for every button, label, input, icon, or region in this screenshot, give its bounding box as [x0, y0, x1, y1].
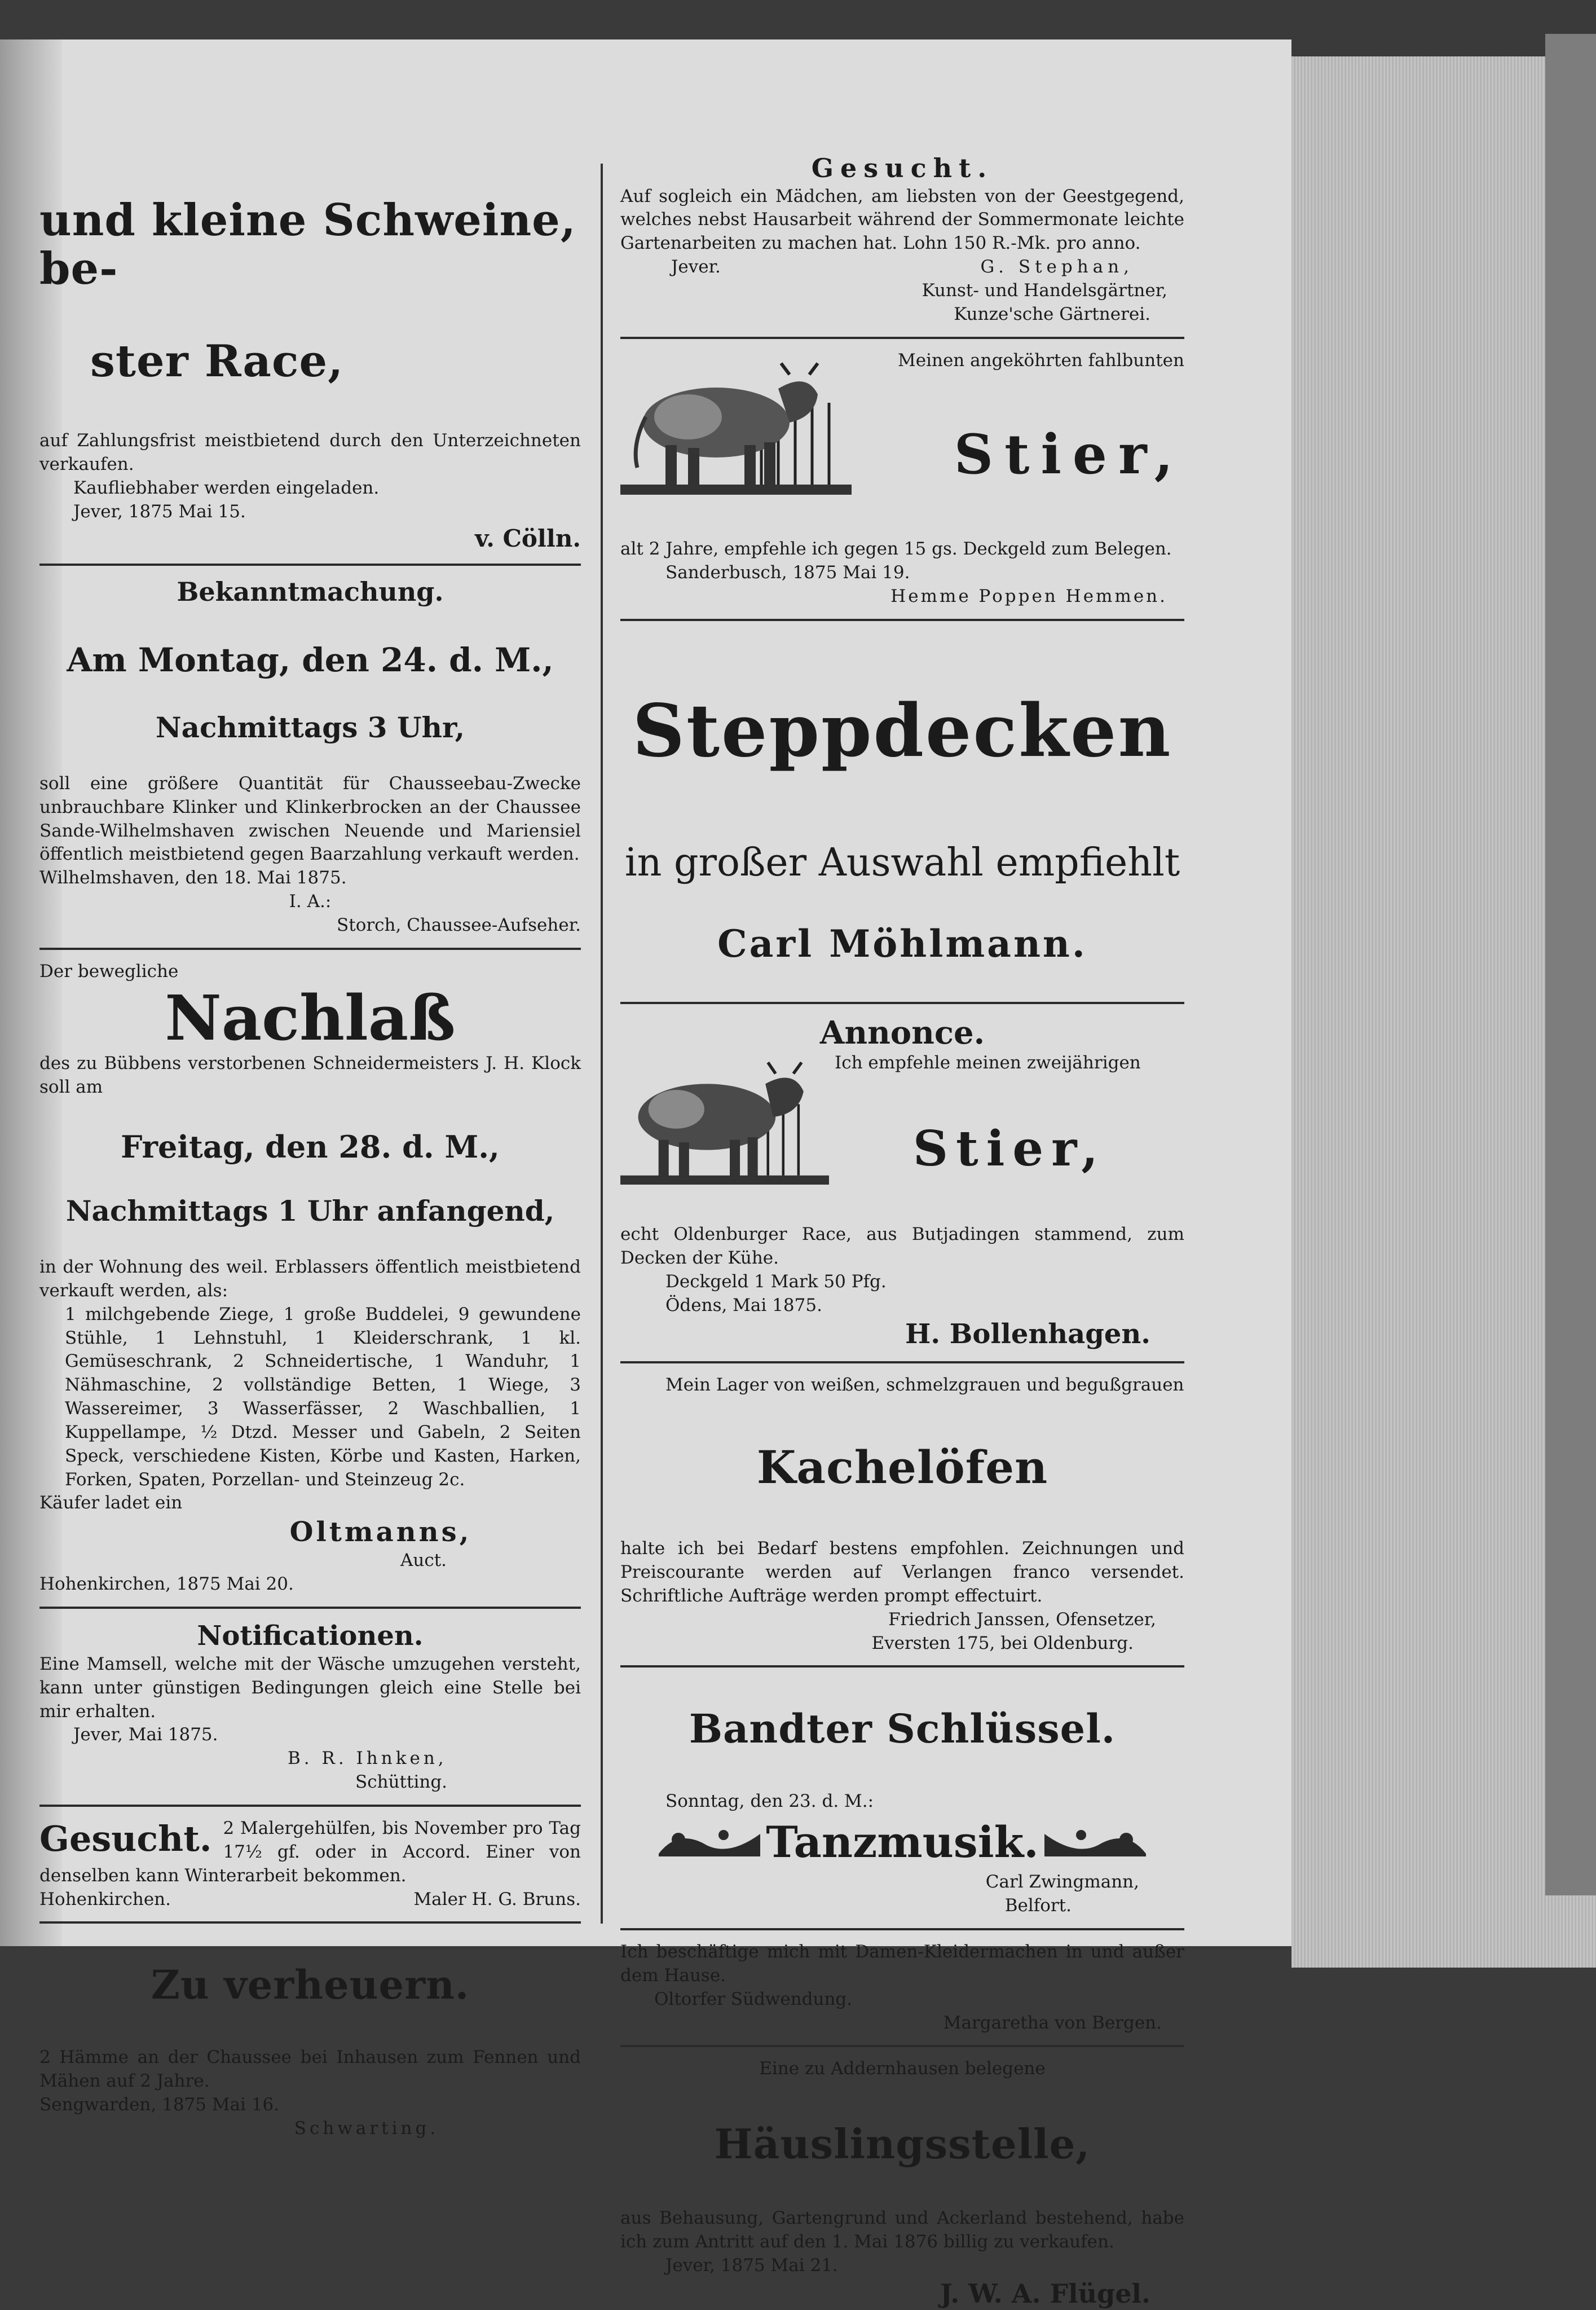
divider [620, 337, 1184, 339]
ad-body: 2 Hämme an der Chaussee bei Inhausen zum Fennen und Mähen auf 2 Jahre. [39, 2047, 581, 2092]
ad-body: soll eine größere Quantität für Chausseebau-Zwecke unbrauchbare Klinker und Klinkerbrocken an der Chaussee Sande-Wilhelmshaven zwischen Neuende und Mariensiel öffentlich meistbietend gegen Baarzahlung verkauft werden. [39, 773, 581, 865]
ad-bandter-schluessel [620, 1707, 1184, 1918]
ad-signature: Schwarting. [294, 2118, 439, 2139]
ad-date: Wilhelmshaven, den 18. Mai 1875. [39, 868, 347, 888]
ad-signature: G. Stephan, [980, 257, 1134, 278]
ad-body: des zu Bübbens verstorbenen Schneidermeisters J. H. Klock soll am [39, 1053, 581, 1097]
ad-date: Sanderbusch, 1875 Mai 19. [665, 562, 910, 583]
ad-date: Jever, 1875 Mai 15. [73, 501, 246, 522]
ad-bekanntmachung [39, 576, 581, 938]
ad-annonce [620, 1014, 1184, 1352]
ad-nachlass [39, 960, 581, 1596]
ad-date: Hohenkirchen, 1875 Mai 20. [39, 1574, 294, 1595]
ad-signature: Maler H. G. Bruns. [413, 1889, 581, 1909]
ad-signature: J. W. A. Flügel. [940, 2278, 1150, 2309]
event-title: Tanzmusik. [766, 1817, 1039, 1868]
ad-signature: Belfort. [1004, 1895, 1072, 1916]
divider [39, 1805, 581, 1807]
ad-haeuslingsstelle [620, 2057, 1184, 2310]
divider [620, 1361, 1184, 1363]
ad-gesucht-maedchen [620, 152, 1184, 327]
ad-body: halte ich bei Bedarf bestens empfohlen. Zeichnungen und Preiscourante werden auf Verlangen franco versendet. Schriftliche Aufträge werden prompt effectuirt. [620, 1538, 1184, 1606]
ad-title: Stier, [954, 423, 1184, 487]
ad-signature: Margaretha von Bergen. [943, 2012, 1162, 2033]
ad-text: Ich empfehle meinen zweijährigen [835, 1052, 1141, 1073]
right-column [620, 152, 1184, 2310]
ad-notificationen [39, 1619, 581, 1794]
divider [39, 1607, 581, 1609]
divider [620, 619, 1184, 621]
ad-date: Sonntag, den 23. d. M.: [665, 1791, 874, 1812]
ad-stier-1 [620, 349, 1184, 609]
book-cover-edge [1545, 34, 1596, 1895]
ad-signature: v. Cölln. [475, 524, 581, 552]
ad-body: Ich beschäftige mich mit Damen-Kleidermachen in und außer dem Hause. [620, 1942, 1184, 1986]
ad-text: I. A.: [289, 891, 332, 912]
ad-signature: B. R. Ihnken, [288, 1748, 447, 1769]
ad-verheuern [39, 1963, 581, 2140]
ad-gesucht-maler [39, 1817, 581, 1911]
ad-place: Hohenkirchen. [39, 1889, 171, 1909]
ad-body: aus Behausung, Gartengrund und Ackerland bestehend, habe ich zum Antritt auf den 1. Mai 1876 billig zu verkaufen. [620, 2208, 1184, 2252]
ad-subheading: Freitag, den 28. d. M., [121, 1129, 500, 1165]
ad-signature: Oltmanns, [289, 1516, 472, 1548]
ad-text: Deckgeld 1 Mark 50 Pfg. [665, 1271, 887, 1292]
ox-illustration [620, 1051, 829, 1193]
divider [39, 1921, 581, 1924]
ad-signature: Storch, Chaussee-Aufseher. [337, 915, 581, 936]
ad-signature: Hemme Poppen Hemmen. [890, 586, 1167, 606]
ad-damenkleider [620, 1941, 1184, 2035]
ad-title: ster Race, [90, 335, 344, 387]
ad-subheading: Nachmittags 1 Uhr anfangend, [65, 1194, 555, 1228]
ad-signature: Kunze'sche Gärtnerei. [954, 303, 1150, 324]
ad-date: Jever, 1875 Mai 21. [665, 2255, 838, 2276]
ad-heading: Bekanntmachung. [177, 577, 444, 608]
ad-body: Eine Mamsell, welche mit der Wäsche umzugehen versteht, kann unter günstigen Bedingungen gleich eine Stelle bei mir erhalten. [39, 1653, 581, 1722]
ad-signature: Kunst- und Handelsgärtner, [922, 280, 1167, 301]
column-divider [601, 164, 603, 1924]
ad-steppdecken [620, 688, 1184, 966]
ad-subheading: Nachmittags 3 Uhr, [155, 711, 465, 745]
ad-place: Jever. [671, 257, 721, 278]
ad-text: Käufer ladet ein [39, 1493, 183, 1513]
ad-title: Stier, [912, 1120, 1106, 1177]
ornament-left-icon [656, 1823, 763, 1862]
ad-signature: Auct. [400, 1550, 447, 1571]
ad-title: Steppdecken [632, 688, 1172, 773]
ad-text: Kaufliebhaber werden eingeladen. [73, 478, 380, 499]
ad-title: Bandter Schlüssel. [689, 1705, 1116, 1753]
ad-body: echt Oldenburger Race, aus Butjadingen stammend, zum Decken der Kühe. [620, 1224, 1184, 1268]
left-column [39, 152, 581, 2141]
ad-body: in der Wohnung des weil. Erblassers öffentlich meistbietend verkauft werden, als: [39, 1256, 581, 1301]
divider [620, 1928, 1184, 1930]
ad-signature: Eversten 175, bei Oldenburg. [871, 1633, 1134, 1653]
ad-signature: Schütting. [355, 1772, 448, 1793]
ad-heading: Annonce. [819, 1014, 985, 1051]
divider [620, 1002, 1184, 1004]
divider [39, 948, 581, 950]
ad-text: Der bewegliche [39, 961, 179, 982]
divider [39, 564, 581, 566]
ad-text: Eine zu Addernhausen belegene [759, 2058, 1046, 2079]
ad-date: Jever, Mai 1875. [73, 1724, 218, 1745]
ad-title: Kachelöfen [756, 1441, 1048, 1494]
divider [620, 1665, 1184, 1667]
ad-title: Gesucht. [39, 1818, 212, 1860]
item-list: 1 milchgebende Ziege, 1 große Buddelei, 9 gewundene Stühle, 1 Lehnstuhl, 1 Kleiderschrank, 1 kl. Gemüseschrank, 2 Schneidertische, 1 Wanduhr, 1 Nähmaschine, 2 vollständige Betten, 1 Wiege, 3 Wassereimer, 3 Wasserfässer, 2 Waschballien, 1 Kuppellampe, ½ Dtzd. Messer und Gabeln, 2 Seiten Speck, verschiedene Kisten, Körbe und Kasten, Harken, Forken, Spaten, Porzellan- und Steinzeug 2c. [65, 1304, 581, 1490]
ad-title: und kleine Schweine, be- [39, 195, 576, 294]
ad-body: auf Zahlungsfrist meistbietend durch den Unterzeichneten verkaufen. [39, 430, 581, 475]
ad-place: Oltorfer Südwendung. [654, 1988, 853, 2009]
ox-illustration [620, 349, 852, 501]
divider [620, 2045, 1184, 2047]
ad-signature: Carl Zwingmann, [985, 1872, 1139, 1893]
ad-date: Ödens, Mai 1875. [665, 1295, 822, 1315]
ad-kacheloefen [620, 1374, 1184, 1655]
ad-heading: Notificationen. [197, 1620, 424, 1652]
ad-text: Meinen angeköhrten fahlbunten [897, 350, 1184, 371]
ad-title: Nachlaß [165, 981, 456, 1054]
ad-title: Zu verheuern. [151, 1961, 470, 2009]
ornament-right-icon [1042, 1823, 1149, 1862]
ad-signature: H. Bollenhagen. [905, 1318, 1150, 1350]
ad-heading: Gesucht. [811, 153, 994, 183]
ad-date: Sengwarden, 1875 Mai 16. [39, 2095, 280, 2115]
ad-body: alt 2 Jahre, empfehle ich gegen 15 gs. Deckgeld zum Belegen. [620, 539, 1172, 560]
newspaper-page [0, 39, 1291, 2309]
ad-schweine [39, 196, 581, 553]
ad-text: Mein Lager von weißen, schmelzgrauen und begußgrauen [665, 1375, 1184, 1396]
ad-signature: Carl Möhlmann. [717, 922, 1087, 966]
ad-subheading: Am Montag, den 24. d. M., [67, 640, 554, 679]
ad-title: Häuslingsstelle, [714, 2120, 1091, 2168]
ad-subheading: in großer Auswahl empfiehlt [624, 841, 1180, 886]
ad-body: Auf sogleich ein Mädchen, am liebsten von der Geestgegend, welches nebst Hausarbeit während der Sommermonate leichte Gartenarbeiten zu machen hat. Lohn 150 R.-Mk. pro anno. [620, 186, 1184, 254]
ad-signature: Friedrich Janssen, Ofensetzer, [888, 1609, 1156, 1630]
ad-body: 2 Malergehülfen, bis November pro Tag 17½ gf. oder in Accord. Einer von denselben kann Winterarbeit bekommen. [39, 1818, 581, 1886]
